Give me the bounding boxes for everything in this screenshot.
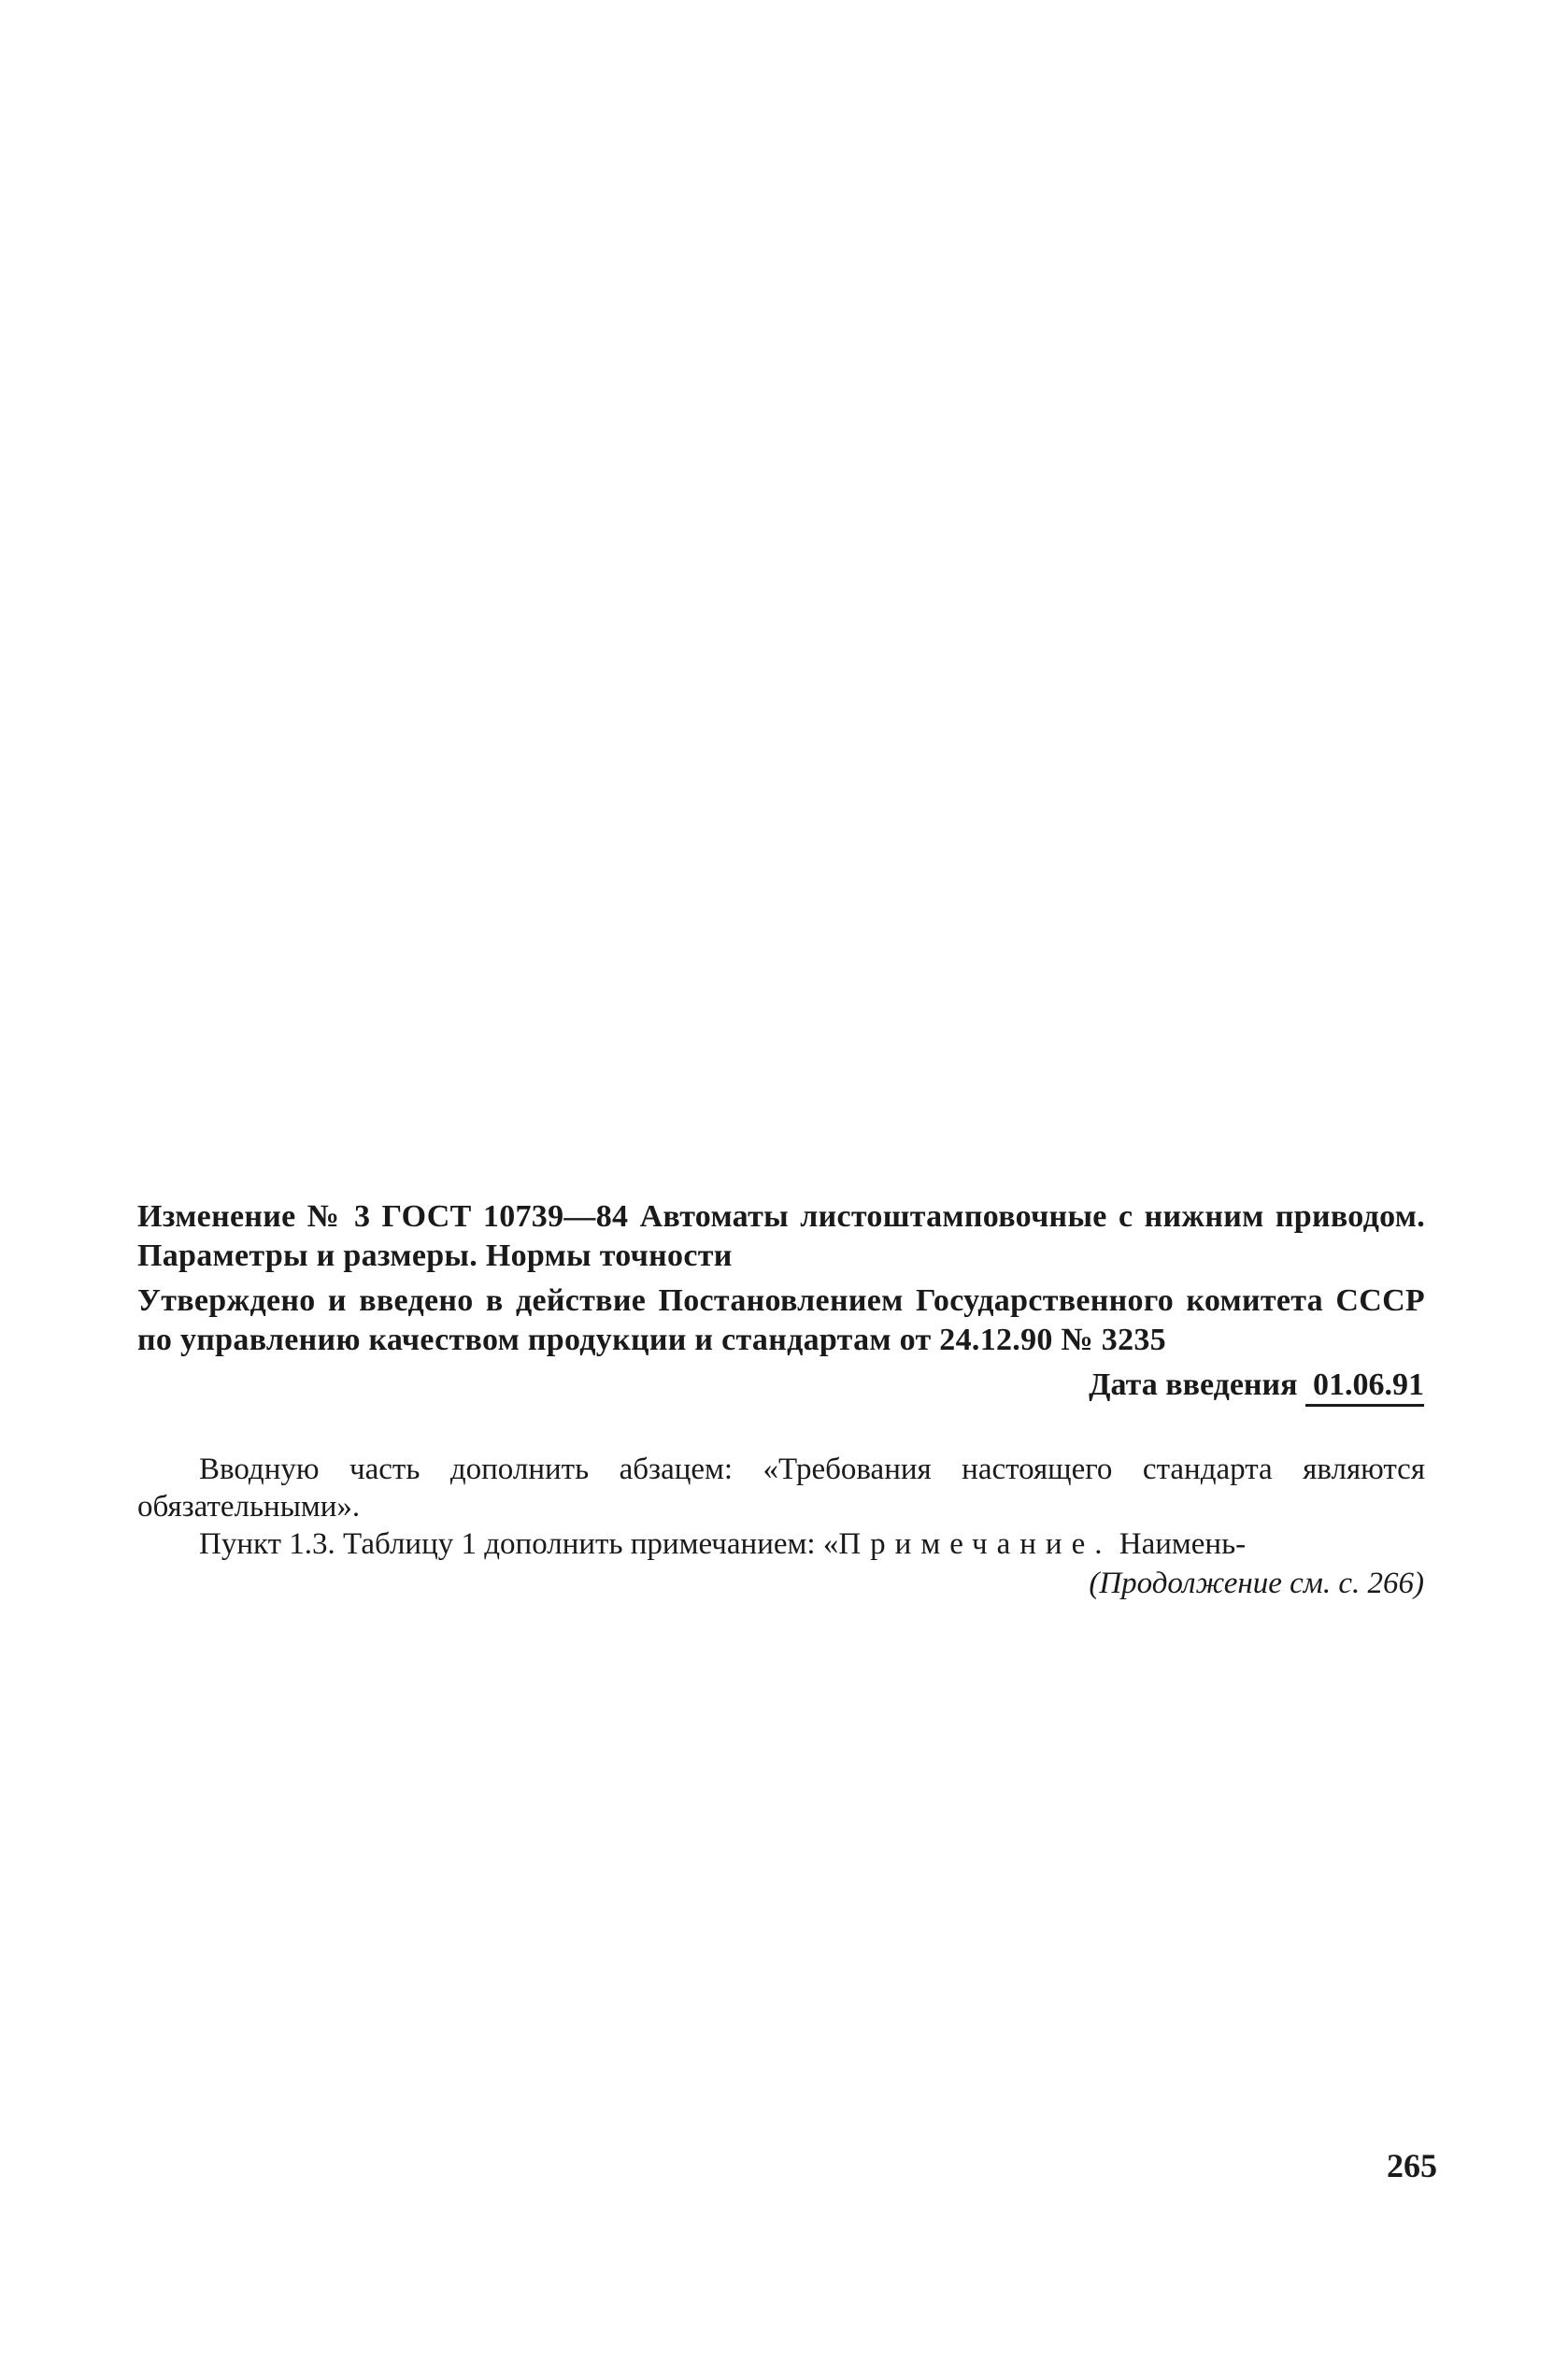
effective-date (1089, 1366, 1424, 1405)
paragraph-clause-1-3-end: Наимень- (1111, 1527, 1247, 1561)
page-number: 265 (1387, 2147, 1437, 2184)
approval-statement: Утверждено и введено в действие Постановлением Государственного комитета СССР по управлению качеством продукции и стандартам от 24.12.90 № 3235 (137, 1283, 1425, 1357)
effective-date-label: Дата введения (1089, 1367, 1298, 1402)
effective-date-value: 01.06.91 (1305, 1367, 1424, 1407)
continuation-note: (Продолжение см. с. 266) (1089, 1567, 1424, 1600)
paragraph-introduction: Вводную часть дополнить абзацем: «Требования настоящего стандарта являются обязательными». (137, 1453, 1425, 1524)
change-title: Изменение № 3 ГОСТ 10739—84 Автоматы листоштамповочные с нижним приводом. Параметры и размеры. Нормы точности (137, 1199, 1425, 1273)
paragraph-clause-1-3 (137, 1525, 1425, 1563)
note-label: Примечание. (838, 1527, 1112, 1561)
paragraph-clause-1-3-start: Пункт 1.3. Таблицу 1 дополнить примечанием: « (199, 1527, 839, 1561)
